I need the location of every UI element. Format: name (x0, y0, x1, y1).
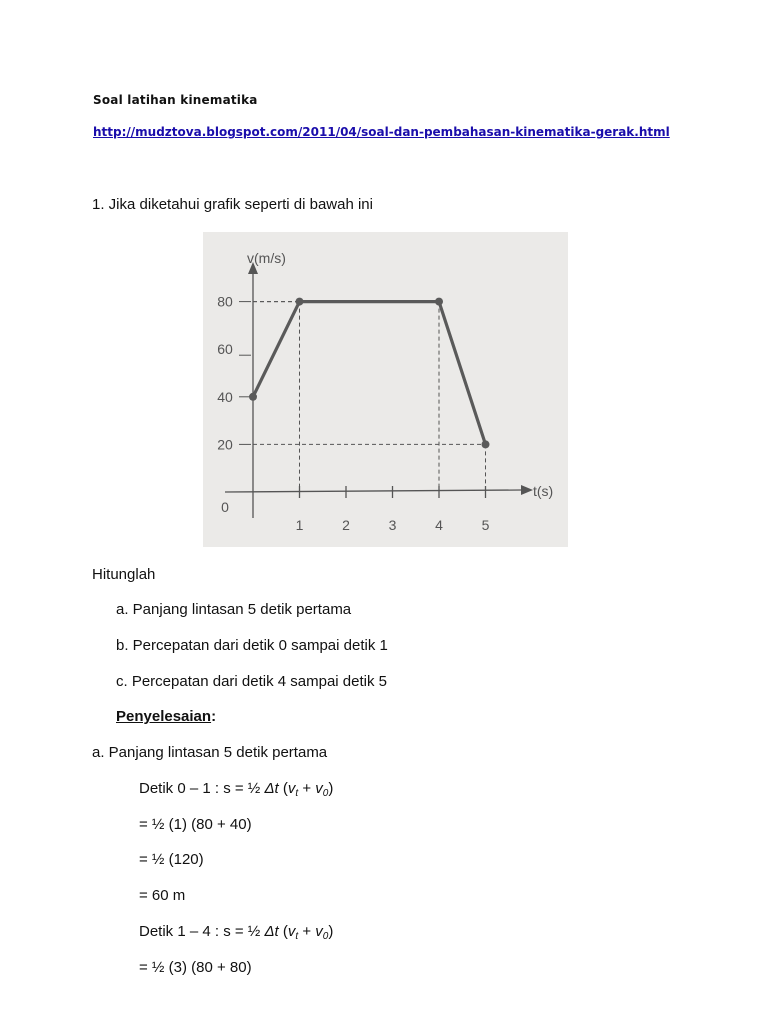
x-axis-arrow (521, 485, 533, 495)
v-final: v (287, 780, 296, 797)
source-link[interactable]: http://mudztova.blogspot.com/2011/04/soal-dan-pembahasan-kinematika-gerak.html (93, 125, 670, 139)
plus-sign: + (298, 780, 316, 797)
calc-step-2: = ½ (120) (139, 851, 204, 868)
calc-step-4: = ½ (3) (80 + 80) (139, 959, 252, 976)
y-tick-label: 60 (217, 341, 233, 358)
y-tick-label: 0 (221, 499, 229, 515)
graph-canvas (203, 232, 568, 547)
v-final: v (287, 923, 296, 940)
document-title: Soal latihan kinematika (93, 93, 258, 107)
x-tick-label: 2 (342, 517, 350, 533)
x-tick-label: 5 (481, 517, 490, 533)
zero-subscript: 0 (322, 788, 329, 799)
tasks-intro: Hitunglah (92, 566, 156, 583)
question-text: 1. Jika diketahui grafik seperti di bawah ini (92, 196, 373, 213)
x-tick-label: 4 (435, 517, 443, 533)
x-axis-label: t(s) (533, 483, 554, 499)
solution-heading (116, 708, 216, 725)
v-initial: v (315, 923, 323, 940)
task-b: b. Percepatan dari detik 0 sampai detik 1 (116, 637, 388, 654)
segment-1-formula (139, 780, 333, 799)
x-axis (225, 490, 521, 492)
calc-step-1: = ½ (1) (80 + 40) (139, 816, 252, 833)
solution-part-a: a. Panjang lintasan 5 detik pertama (92, 744, 328, 761)
t-subscript: t (295, 788, 299, 799)
x-tick-label: 1 (295, 517, 304, 533)
open-paren: ( (278, 780, 288, 797)
v-initial: v (315, 780, 323, 797)
solution-heading-label: Penyelesaian (116, 708, 212, 725)
y-tick-label: 20 (217, 436, 233, 453)
velocity-time-graph (203, 232, 568, 547)
task-c: c. Percepatan dari detik 4 sampai detik 5 (116, 673, 387, 690)
segment-2-formula (139, 923, 333, 942)
y-axis-label: v(m/s) (247, 250, 286, 266)
segment-2-prefix: Detik 1 – 4 : s = ½ (139, 923, 265, 940)
open-paren: ( (278, 923, 288, 940)
data-point (249, 393, 257, 401)
data-point (482, 440, 490, 448)
y-tick-label: 80 (217, 293, 233, 310)
velocity-line (253, 302, 486, 445)
plus-sign: + (298, 923, 316, 940)
data-point (435, 298, 443, 306)
x-tick-label: 3 (388, 517, 397, 533)
delta-t: Δt (264, 780, 279, 797)
calc-step-3: = 60 m (139, 887, 186, 904)
zero-subscript: 0 (322, 931, 329, 942)
segment-1-prefix: Detik 0 – 1 : s = ½ (139, 780, 265, 797)
close-paren: ) (328, 923, 334, 940)
y-tick-label: 40 (217, 388, 233, 405)
t-subscript: t (295, 931, 299, 942)
data-point (296, 298, 304, 306)
close-paren: ) (328, 780, 334, 797)
delta-t: Δt (264, 923, 279, 940)
task-a: a. Panjang lintasan 5 detik pertama (116, 601, 352, 618)
solution-heading-colon: : (211, 708, 217, 725)
